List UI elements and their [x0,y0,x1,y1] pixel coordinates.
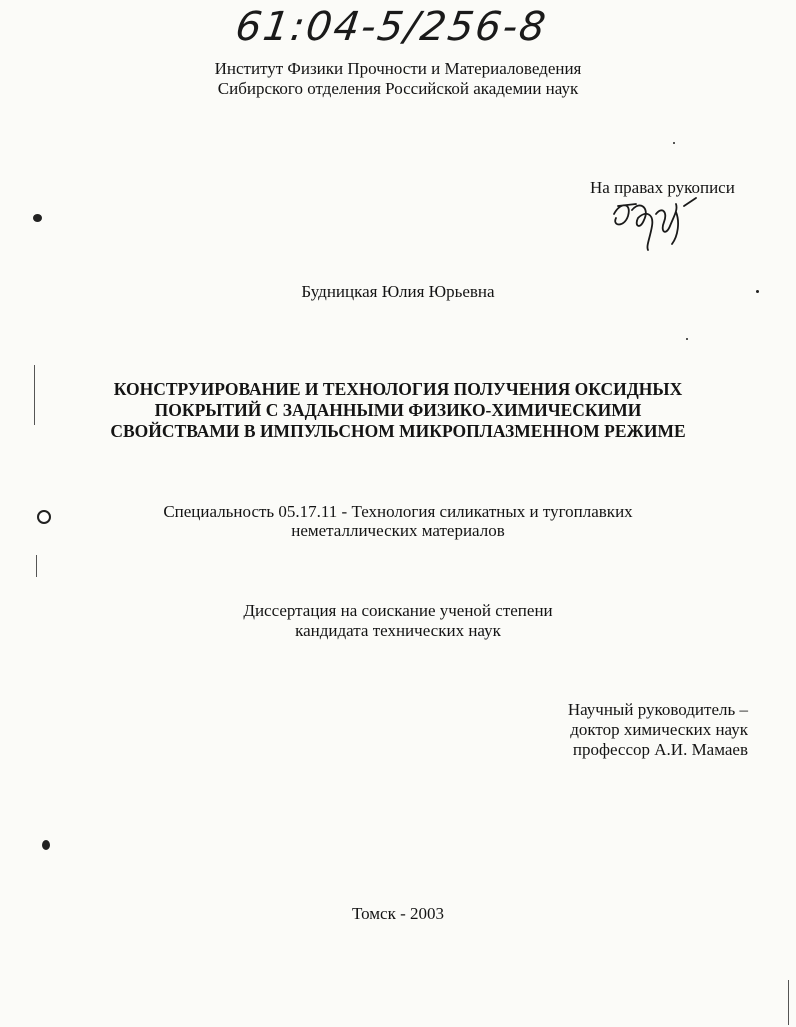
handwritten-archive-code: 61:04-5/256-8 [232,4,551,50]
degree-line-1: Диссертация на соискание ученой степени [243,601,553,620]
institution-line-2: Сибирского отделения Российской академии наук [217,79,579,98]
scan-edge-line [788,980,789,1025]
rights-note: На правах рукописи [590,178,735,197]
punch-hole-mark [37,510,51,524]
supervisor-line-3: профессор А.И. Мамаев [572,740,748,759]
supervisor-line-2: доктор химических наук [570,720,748,739]
scan-edge-line [36,555,37,577]
signature-icon [606,192,701,254]
scan-speck [33,214,42,222]
scan-speck [686,338,688,340]
degree-line-2: кандидата технических наук [295,621,501,640]
specialty-line-1: Специальность 05.17.11 - Технология силикатных и тугоплавких [163,502,633,521]
dissertation-title-line-1: КОНСТРУИРОВАНИЕ И ТЕХНОЛОГИЯ ПОЛУЧЕНИЯ ОКСИДНЫХ [113,379,683,399]
scan-speck [42,840,50,850]
scan-speck [673,142,675,144]
author-name: Будницкая Юлия Юрьевна [301,282,495,301]
place-year: Томск - 2003 [351,904,444,923]
dissertation-title-line-2: ПОКРЫТИЙ С ЗАДАННЫМИ ФИЗИКО-ХИМИЧЕСКИМИ [154,400,642,420]
scan-speck [756,290,759,293]
institution-line-1: Институт Физики Прочности и Материаловедения [214,59,582,78]
scan-edge-line [34,365,35,425]
supervisor-line-1: Научный руководитель – [567,700,748,719]
dissertation-title-line-3: СВОЙСТВАМИ В ИМПУЛЬСНОМ МИКРОПЛАЗМЕННОМ РЕЖИМЕ [110,421,686,441]
specialty-line-2: неметаллических материалов [291,521,505,540]
